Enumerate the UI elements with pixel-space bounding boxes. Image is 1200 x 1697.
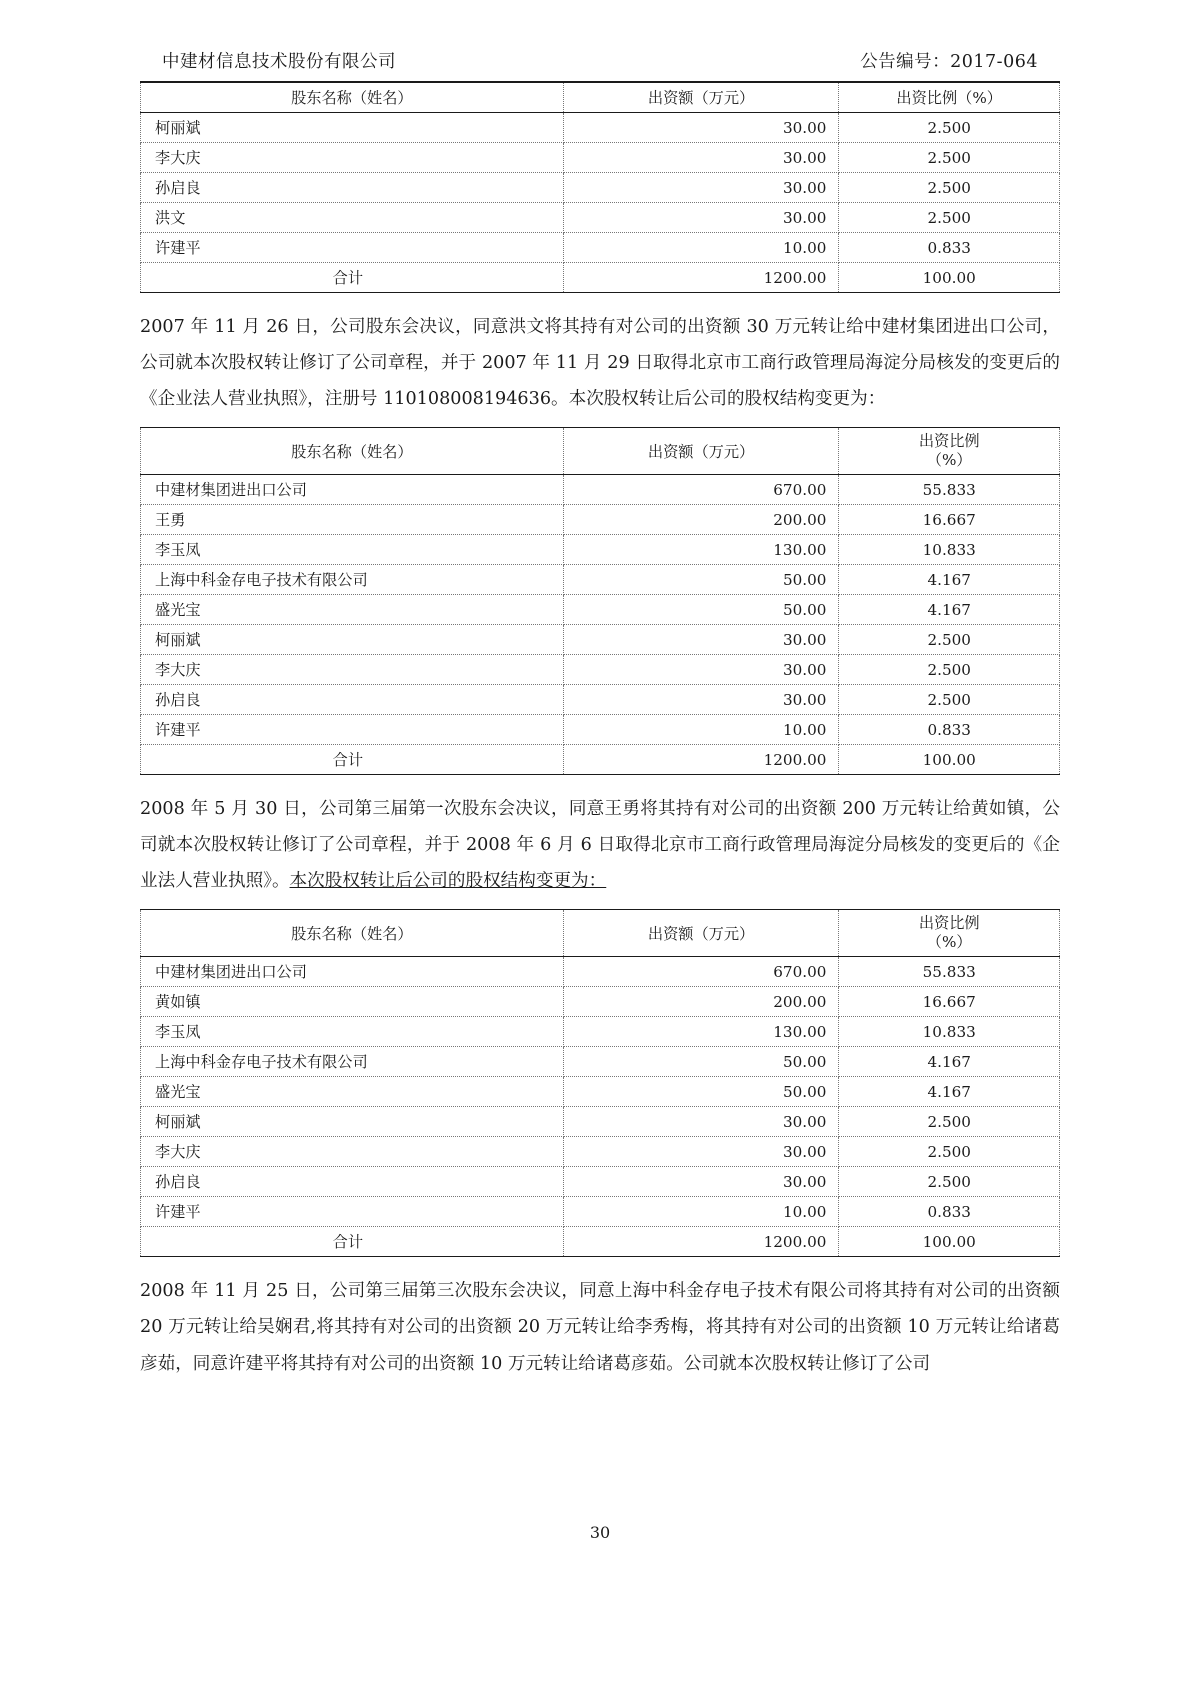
table-header-row xyxy=(141,83,1060,113)
cell-total-percent: 100.00 xyxy=(839,263,1060,293)
cell-percent: 2.500 xyxy=(839,625,1060,655)
table-row xyxy=(141,505,1060,535)
shareholder-table-1 xyxy=(140,82,1060,293)
shareholder-table-3 xyxy=(140,909,1060,1257)
cell-amount: 10.00 xyxy=(563,715,839,745)
cell-percent: 10.833 xyxy=(839,535,1060,565)
table-2-col-name: 股东名称（姓名） xyxy=(141,428,564,475)
cell-name: 洪文 xyxy=(141,203,564,233)
paragraph-1: 2007 年 11 月 26 日，公司股东会决议，同意洪文将其持有对公司的出资额 30 万元转让给中建材集团进出口公司，公司就本次股权转让修订了公司章程，并于 2007 年 11 月 29 日取得北京市工商行政管理局海淀分局核发的变更后的《企业法人营业执照》，注册号 110108008194636。本次股权转让后公司的股权结构变更为： xyxy=(140,317,1060,410)
table-3-col-percent xyxy=(839,910,1060,957)
table-row xyxy=(141,987,1060,1017)
table-row xyxy=(141,1197,1060,1227)
cell-amount: 30.00 xyxy=(563,685,839,715)
cell-name: 孙启良 xyxy=(141,1167,564,1197)
table-row xyxy=(141,957,1060,987)
cell-total-percent: 100.00 xyxy=(839,745,1060,775)
cell-total-label: 合计 xyxy=(141,263,564,293)
cell-amount: 30.00 xyxy=(563,173,839,203)
cell-name: 盛光宝 xyxy=(141,595,564,625)
cell-amount: 30.00 xyxy=(563,655,839,685)
table-2-col-percent-line2: （%） xyxy=(926,451,972,470)
cell-percent: 2.500 xyxy=(839,143,1060,173)
cell-amount: 670.00 xyxy=(563,957,839,987)
cell-total-amount: 1200.00 xyxy=(563,745,839,775)
table-3-col-percent-line2: （%） xyxy=(926,933,972,952)
cell-total-amount: 1200.00 xyxy=(563,263,839,293)
cell-name: 中建材集团进出口公司 xyxy=(141,957,564,987)
table-1-col-percent: 出资比例（%） xyxy=(839,83,1060,113)
table-row xyxy=(141,655,1060,685)
cell-amount: 10.00 xyxy=(563,1197,839,1227)
cell-name: 李大庆 xyxy=(141,655,564,685)
cell-amount: 10.00 xyxy=(563,233,839,263)
table-row xyxy=(141,1047,1060,1077)
table-row xyxy=(141,475,1060,505)
cell-percent: 2.500 xyxy=(839,685,1060,715)
cell-total-percent: 100.00 xyxy=(839,1227,1060,1257)
paragraph-2 xyxy=(140,791,1060,899)
cell-amount: 30.00 xyxy=(563,1167,839,1197)
cell-percent: 2.500 xyxy=(839,1107,1060,1137)
cell-name: 许建平 xyxy=(141,1197,564,1227)
cell-name: 柯丽斌 xyxy=(141,625,564,655)
table-row xyxy=(141,173,1060,203)
cell-percent: 2.500 xyxy=(839,113,1060,143)
paragraph-2-underlined: 本次股权转让后公司的股权结构变更为： xyxy=(289,871,607,892)
cell-percent: 0.833 xyxy=(839,715,1060,745)
cell-name: 柯丽斌 xyxy=(141,1107,564,1137)
table-3-head xyxy=(141,910,1060,957)
table-2-head xyxy=(141,428,1060,475)
cell-name: 上海中科金存电子技术有限公司 xyxy=(141,1047,564,1077)
cell-percent: 0.833 xyxy=(839,233,1060,263)
header-company-name: 中建材信息技术股份有限公司 xyxy=(162,52,396,72)
cell-name: 王勇 xyxy=(141,505,564,535)
table-row xyxy=(141,535,1060,565)
cell-name: 李玉凤 xyxy=(141,535,564,565)
table-3-col-name: 股东名称（姓名） xyxy=(141,910,564,957)
cell-total-label: 合计 xyxy=(141,745,564,775)
cell-percent: 16.667 xyxy=(839,505,1060,535)
table-row xyxy=(141,233,1060,263)
cell-name: 许建平 xyxy=(141,715,564,745)
header-notice-number: 公告编号：2017-064 xyxy=(860,52,1038,72)
table-1-head xyxy=(141,83,1060,113)
shareholder-table-2 xyxy=(140,427,1060,775)
cell-name: 黄如镇 xyxy=(141,987,564,1017)
cell-percent: 4.167 xyxy=(839,565,1060,595)
table-row xyxy=(141,565,1060,595)
cell-percent: 55.833 xyxy=(839,957,1060,987)
cell-name: 柯丽斌 xyxy=(141,113,564,143)
cell-name: 上海中科金存电子技术有限公司 xyxy=(141,565,564,595)
table-row xyxy=(141,1167,1060,1197)
cell-amount: 200.00 xyxy=(563,987,839,1017)
table-row xyxy=(141,203,1060,233)
cell-total-amount: 1200.00 xyxy=(563,1227,839,1257)
cell-percent: 4.167 xyxy=(839,595,1060,625)
table-row xyxy=(141,1017,1060,1047)
cell-amount: 130.00 xyxy=(563,1017,839,1047)
table-2-col-percent xyxy=(839,428,1060,475)
cell-name: 李玉凤 xyxy=(141,1017,564,1047)
cell-percent: 2.500 xyxy=(839,203,1060,233)
table-3-col-amount: 出资额（万元） xyxy=(563,910,839,957)
page-content xyxy=(140,48,1060,1392)
table-total-row xyxy=(141,745,1060,775)
table-1-body xyxy=(141,113,1060,293)
cell-percent: 0.833 xyxy=(839,1197,1060,1227)
table-header-row xyxy=(141,910,1060,957)
table-row xyxy=(141,1077,1060,1107)
table-row xyxy=(141,1137,1060,1167)
table-2-col-amount: 出资额（万元） xyxy=(563,428,839,475)
cell-total-label: 合计 xyxy=(141,1227,564,1257)
table-header-row xyxy=(141,428,1060,475)
paragraph-3: 2008 年 11 月 25 日，公司第三届第三次股东会决议，同意上海中科金存电子技术有限公司将其持有对公司的出资额 20 万元转让给吴娴君,将其持有对公司的出资额 20 万元转让给李秀梅，将其持有对公司的出资额 10 万元转让给诸葛彦茹，同意许建平将其持有对公司的出资额 10 万元转让给诸葛彦茹。公司就本次股权转让修订了公司 xyxy=(140,1281,1060,1374)
cell-amount: 50.00 xyxy=(563,1047,839,1077)
table-total-row xyxy=(141,1227,1060,1257)
cell-amount: 30.00 xyxy=(563,143,839,173)
cell-amount: 30.00 xyxy=(563,203,839,233)
cell-name: 孙启良 xyxy=(141,173,564,203)
cell-amount: 130.00 xyxy=(563,535,839,565)
table-row xyxy=(141,595,1060,625)
cell-percent: 2.500 xyxy=(839,173,1060,203)
cell-name: 许建平 xyxy=(141,233,564,263)
cell-name: 李大庆 xyxy=(141,143,564,173)
table-2-col-percent-line1: 出资比例 xyxy=(918,432,980,451)
cell-percent: 2.500 xyxy=(839,1167,1060,1197)
cell-percent: 16.667 xyxy=(839,987,1060,1017)
cell-percent: 2.500 xyxy=(839,1137,1060,1167)
cell-percent: 10.833 xyxy=(839,1017,1060,1047)
table-row xyxy=(141,113,1060,143)
cell-amount: 50.00 xyxy=(563,565,839,595)
table-1-col-amount: 出资额（万元） xyxy=(563,83,839,113)
page-number: 30 xyxy=(589,1523,611,1542)
cell-amount: 670.00 xyxy=(563,475,839,505)
cell-amount: 30.00 xyxy=(563,1137,839,1167)
cell-amount: 50.00 xyxy=(563,1077,839,1107)
cell-name: 盛光宝 xyxy=(141,1077,564,1107)
cell-amount: 200.00 xyxy=(563,505,839,535)
cell-percent: 4.167 xyxy=(839,1047,1060,1077)
cell-name: 孙启良 xyxy=(141,685,564,715)
cell-amount: 50.00 xyxy=(563,595,839,625)
table-row xyxy=(141,715,1060,745)
table-row xyxy=(141,685,1060,715)
table-3-col-percent-line1: 出资比例 xyxy=(918,914,980,933)
cell-percent: 2.500 xyxy=(839,655,1060,685)
cell-name: 中建材集团进出口公司 xyxy=(141,475,564,505)
table-row xyxy=(141,143,1060,173)
table-total-row xyxy=(141,263,1060,293)
table-row xyxy=(141,625,1060,655)
table-2-body xyxy=(141,475,1060,775)
cell-amount: 30.00 xyxy=(563,113,839,143)
cell-percent: 55.833 xyxy=(839,475,1060,505)
cell-amount: 30.00 xyxy=(563,1107,839,1137)
page-header xyxy=(140,48,1060,82)
table-1-col-name: 股东名称（姓名） xyxy=(141,83,564,113)
paragraph-2-plain: 2008 年 5 月 30 日，公司第三届第一次股东会决议，同意王勇将其持有对公司的出资额 200 万元转让给黄如镇，公司就本次股权转让修订了公司章程，并于 2008 年 6 月 6 日取得北京市工商行政管理局海淀分局核发的变更后的《企业法人营业执照》。 xyxy=(140,799,1060,892)
table-3-body xyxy=(141,957,1060,1257)
cell-name: 李大庆 xyxy=(141,1137,564,1167)
cell-percent: 4.167 xyxy=(839,1077,1060,1107)
cell-amount: 30.00 xyxy=(563,625,839,655)
table-row xyxy=(141,1107,1060,1137)
